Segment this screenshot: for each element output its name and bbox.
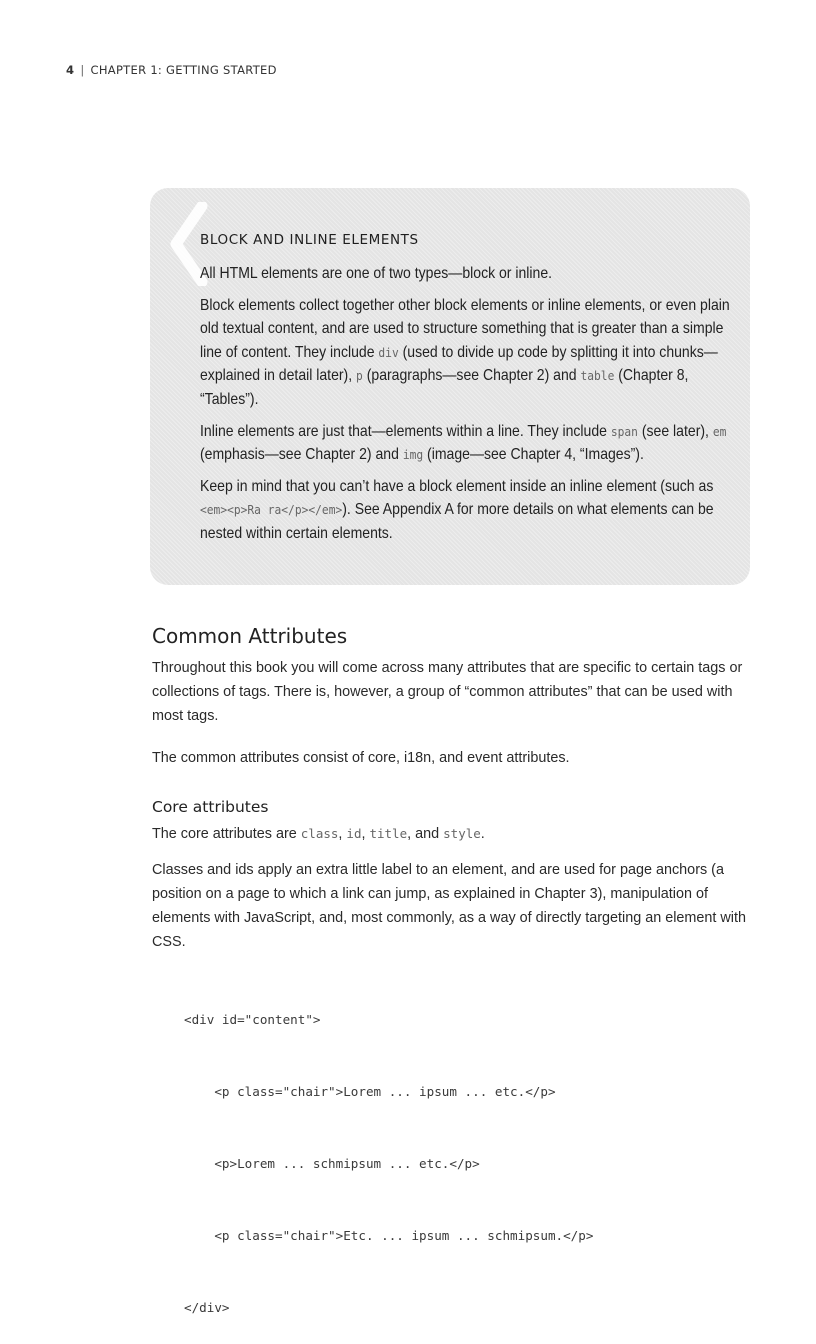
section-heading: Common Attributes: [152, 624, 348, 648]
text-run: (see later),: [637, 422, 713, 440]
inline-code: p: [356, 368, 363, 384]
text-run: The core attributes are: [152, 826, 301, 842]
inline-code: style: [443, 826, 481, 841]
sidebar-paragraph: [200, 294, 740, 412]
text-run: (image—see Chapter 4, “Images”).: [423, 446, 644, 464]
code-line: </div>: [184, 1300, 230, 1315]
text-run: ). See Appendix A for more details on what elements can be nested within certain elements.: [200, 501, 714, 542]
chapter-title: CHAPTER 1: GETTING STARTED: [90, 63, 277, 77]
code-line: <p>Lorem ... schmipsum ... etc.</p>: [184, 1156, 480, 1171]
inline-code: <em><p>Ra ra</p></em>: [200, 502, 343, 518]
code-line: <div id="content">: [184, 1012, 321, 1027]
paragraph-text: [152, 822, 752, 846]
code-block: [184, 960, 593, 1344]
text-run: ,: [338, 826, 347, 842]
text-run: (Chapter 8, “Tables”).: [200, 367, 689, 408]
inline-code: table: [580, 368, 615, 384]
sidebar-body: [200, 262, 740, 554]
inline-code: em: [712, 423, 727, 439]
inline-code: title: [369, 826, 408, 841]
text-run: , and: [407, 826, 444, 842]
text-run: .: [480, 826, 485, 842]
code-line: <p class="chair">Lorem ... ipsum ... etc.</p>: [184, 1084, 556, 1099]
code-line: <p class="chair">Etc. ... ipsum ... schmipsum.</p>: [184, 1228, 594, 1243]
page-number: 4: [66, 63, 75, 77]
subsection-heading: Core attributes: [152, 798, 269, 816]
inline-code: class: [300, 826, 339, 841]
sidebar-paragraph: [200, 420, 740, 467]
body-paragraph: [152, 822, 752, 846]
text-run: ,: [361, 826, 370, 842]
text-run: Keep in mind that you can’t have a block element inside an inline element (such as: [200, 477, 714, 495]
sidebar-paragraph: [200, 475, 740, 546]
text-run: Inline elements are just that—elements within a line. They include: [200, 422, 611, 440]
running-head: [66, 63, 277, 77]
body-paragraph: [152, 746, 752, 770]
paragraph-text: Throughout this book you will come across many attributes that are specific to certain tags or collections of tags. There is, however, a group of “common attributes” that can be used with most tags.: [152, 660, 743, 724]
text-run: (used to divide up code by splitting it into chunks—explained in detail later),: [200, 343, 718, 385]
inline-code: img: [402, 447, 424, 463]
text-run: (paragraphs—see Chapter 2) and: [362, 367, 581, 385]
text-run: (emphasis—see Chapter 2) and: [200, 446, 403, 464]
text-run: Block elements collect together other block elements or inline elements, or even plain old textual content, and are used to structure something that is greater than a simple line of content. They include: [200, 296, 730, 361]
running-head-separator: |: [80, 63, 85, 77]
body-paragraph: [152, 656, 752, 728]
paragraph-text: Classes and ids apply an extra little label to an element, and are used for page anchors (a position on a page to which a link can jump, as explained in Chapter 3), manipulation of elements with JavaScript, and, most commonly, as a way of directly targeting an element with CSS.: [152, 862, 747, 950]
inline-code: id: [346, 826, 362, 841]
inline-code: div: [378, 344, 399, 360]
sidebar-paragraph: All HTML elements are one of two types—block or inline.: [200, 265, 553, 282]
body-paragraph: [152, 858, 752, 954]
paragraph-text: The common attributes consist of core, i18n, and event attributes.: [152, 750, 570, 766]
sidebar-title: BLOCK AND INLINE ELEMENTS: [200, 232, 419, 248]
inline-code: span: [610, 423, 638, 439]
